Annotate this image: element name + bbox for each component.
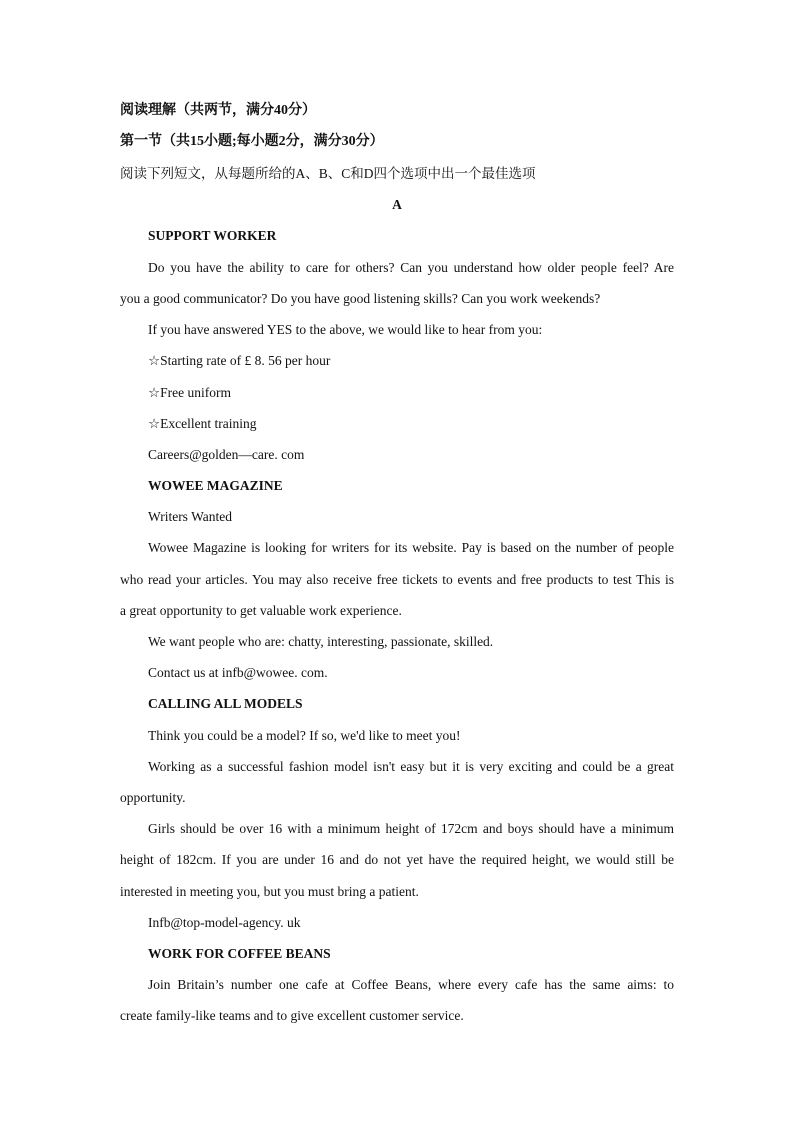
- wowee-contact: Contact us at infb@wowee. com.: [148, 665, 328, 680]
- passage-label: A: [392, 197, 402, 212]
- coffee-heading: WORK FOR COFFEE BEANS: [148, 946, 331, 961]
- wowee-subheading: Writers Wanted: [148, 509, 232, 524]
- wowee-heading: WOWEE MAGAZINE: [148, 478, 283, 493]
- support-worker-contact: Careers@golden—care. com: [148, 447, 305, 462]
- models-contact: Infb@top-model-agency. uk: [148, 915, 301, 930]
- models-heading: CALLING ALL MODELS: [148, 696, 303, 711]
- benefit-item: ☆Excellent training: [148, 416, 257, 431]
- coffee-para-line: create family-like teams and to give excellent customer service.: [120, 1008, 464, 1023]
- wowee-para: We want people who are: chatty, interesting, passionate, skilled.: [148, 634, 494, 649]
- instruction-text: 阅读下列短文，从每题所给的A、B、C和D四个选项中出一个最佳选项: [120, 166, 536, 181]
- support-worker-para: If you have answered YES to the above, we would like to hear from you:: [148, 322, 543, 337]
- models-para-line: Working as a successful fashion model isn't easy but it is very exciting and could be a great: [148, 759, 674, 774]
- support-worker-para-line: Do you have the ability to care for others? Can you understand how older people feel? Are: [148, 260, 674, 275]
- models-para-line: height of 182cm. If you are under 16 and do not yet have the required height, we would still be: [120, 852, 674, 867]
- models-para: Think you could be a model? If so, we'd like to meet you!: [148, 728, 461, 743]
- models-para-line: opportunity.: [120, 790, 186, 805]
- benefit-item: ☆Free uniform: [148, 385, 231, 400]
- models-para-line: Girls should be over 16 with a minimum height of 172cm and boys should have a minimum: [148, 821, 674, 836]
- benefit-item: ☆Starting rate of £ 8. 56 per hour: [148, 353, 331, 368]
- support-worker-heading: SUPPORT WORKER: [148, 228, 277, 243]
- support-worker-para-line: you a good communicator? Do you have good listening skills? Can you work weekends?: [120, 291, 601, 306]
- part-one-title: 第一节（共15小题;每小题2分，满分30分）: [120, 134, 384, 149]
- reading-section-title: 阅读理解（共两节，满分40分）: [120, 103, 316, 118]
- wowee-para-line: who read your articles. You may also receive free tickets to events and free products to test This is: [120, 572, 674, 587]
- coffee-para-line: Join Britain’s number one cafe at Coffee Beans, where every cafe has the same aims: to: [148, 977, 674, 992]
- models-para-line: interested in meeting you, but you must bring a patient.: [120, 884, 419, 899]
- wowee-para-line: a great opportunity to get valuable work experience.: [120, 603, 402, 618]
- wowee-para-line: Wowee Magazine is looking for writers for its website. Pay is based on the number of people: [148, 540, 674, 555]
